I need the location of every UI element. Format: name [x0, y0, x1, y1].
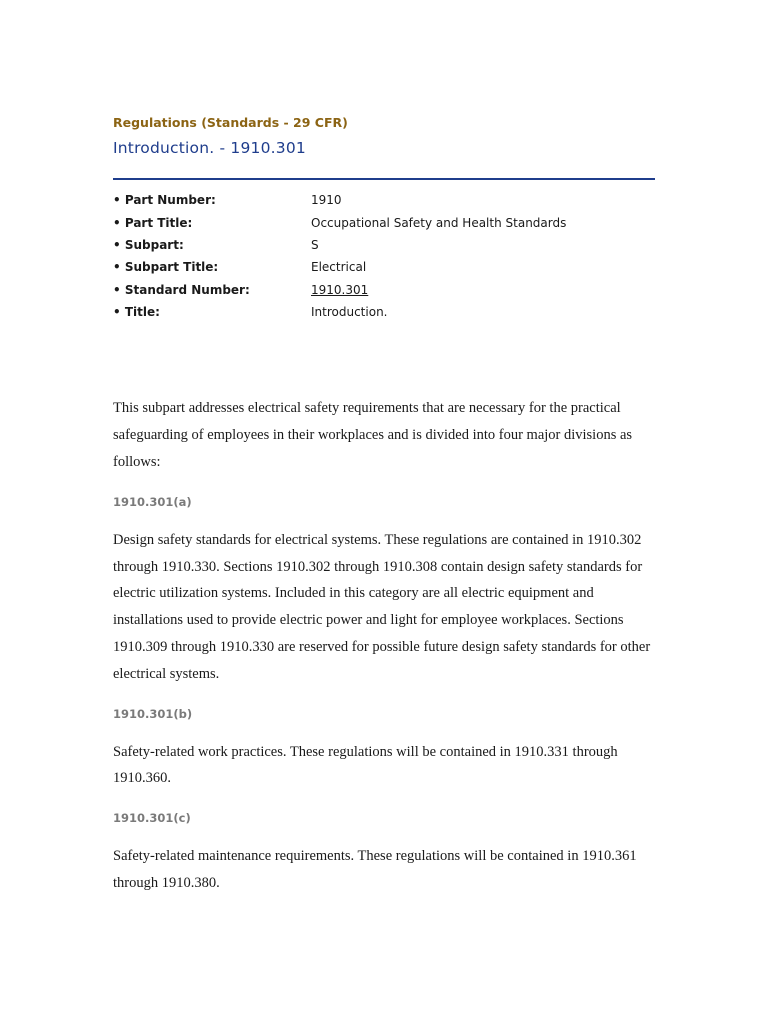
document-body	[113, 395, 655, 896]
section-id-c: 1910.301(c)	[113, 811, 191, 826]
meta-value: S	[311, 237, 319, 252]
intro-paragraph: This subpart addresses electrical safety requirements that are necessary for the practical safeguarding of employees in their workplaces and is divided into four major divisions as follows:	[113, 400, 633, 470]
page-title: Introduction. - 1910.301	[113, 139, 306, 157]
meta-label: • Part Title:	[113, 215, 193, 230]
meta-label: • Subpart:	[113, 237, 184, 252]
meta-row-title	[113, 301, 566, 323]
section-id-b: 1910.301(b)	[113, 706, 193, 721]
meta-row-subpart	[113, 234, 566, 256]
meta-label: • Part Number:	[113, 193, 216, 208]
meta-label: • Title:	[113, 305, 160, 320]
meta-row-subpart-title	[113, 256, 566, 278]
breadcrumb: Regulations (Standards - 29 CFR)	[113, 115, 348, 130]
meta-row-standard-number	[113, 279, 566, 301]
standard-number-link[interactable]: 1910.301	[311, 282, 369, 297]
meta-value-cell	[311, 279, 566, 301]
section-text-c: Safety-related maintenance requirements. These regulations will be contained in 1910.361 through 1910.380.	[113, 848, 637, 891]
meta-row-part-number	[113, 189, 566, 211]
metadata-table	[113, 189, 566, 323]
meta-value: 1910	[311, 193, 342, 208]
section-id-a: 1910.301(a)	[113, 494, 192, 509]
title-divider	[113, 178, 655, 180]
meta-value: Occupational Safety and Health Standards	[311, 215, 567, 230]
meta-label: • Subpart Title:	[113, 260, 219, 275]
meta-row-part-title	[113, 211, 566, 233]
section-text-a: Design safety standards for electrical systems. These regulations are contained in 1910.302 through 1910.330. Sections 1910.302 through 1910.308 contain design safety standards for electric utilization systems. Included in this category are all electric equipment and installations used to provide electric power and light for employee workplaces. Sections 1910.309 through 1910.330 are reserved for possible future design safety standards for other electrical systems.	[113, 531, 651, 682]
meta-value: Electrical	[311, 260, 367, 275]
meta-value: Introduction.	[311, 305, 388, 320]
meta-label: • Standard Number:	[113, 282, 250, 297]
section-text-b: Safety-related work practices. These regulations will be contained in 1910.331 through 1910.360.	[113, 743, 618, 787]
document-page	[113, 114, 655, 897]
